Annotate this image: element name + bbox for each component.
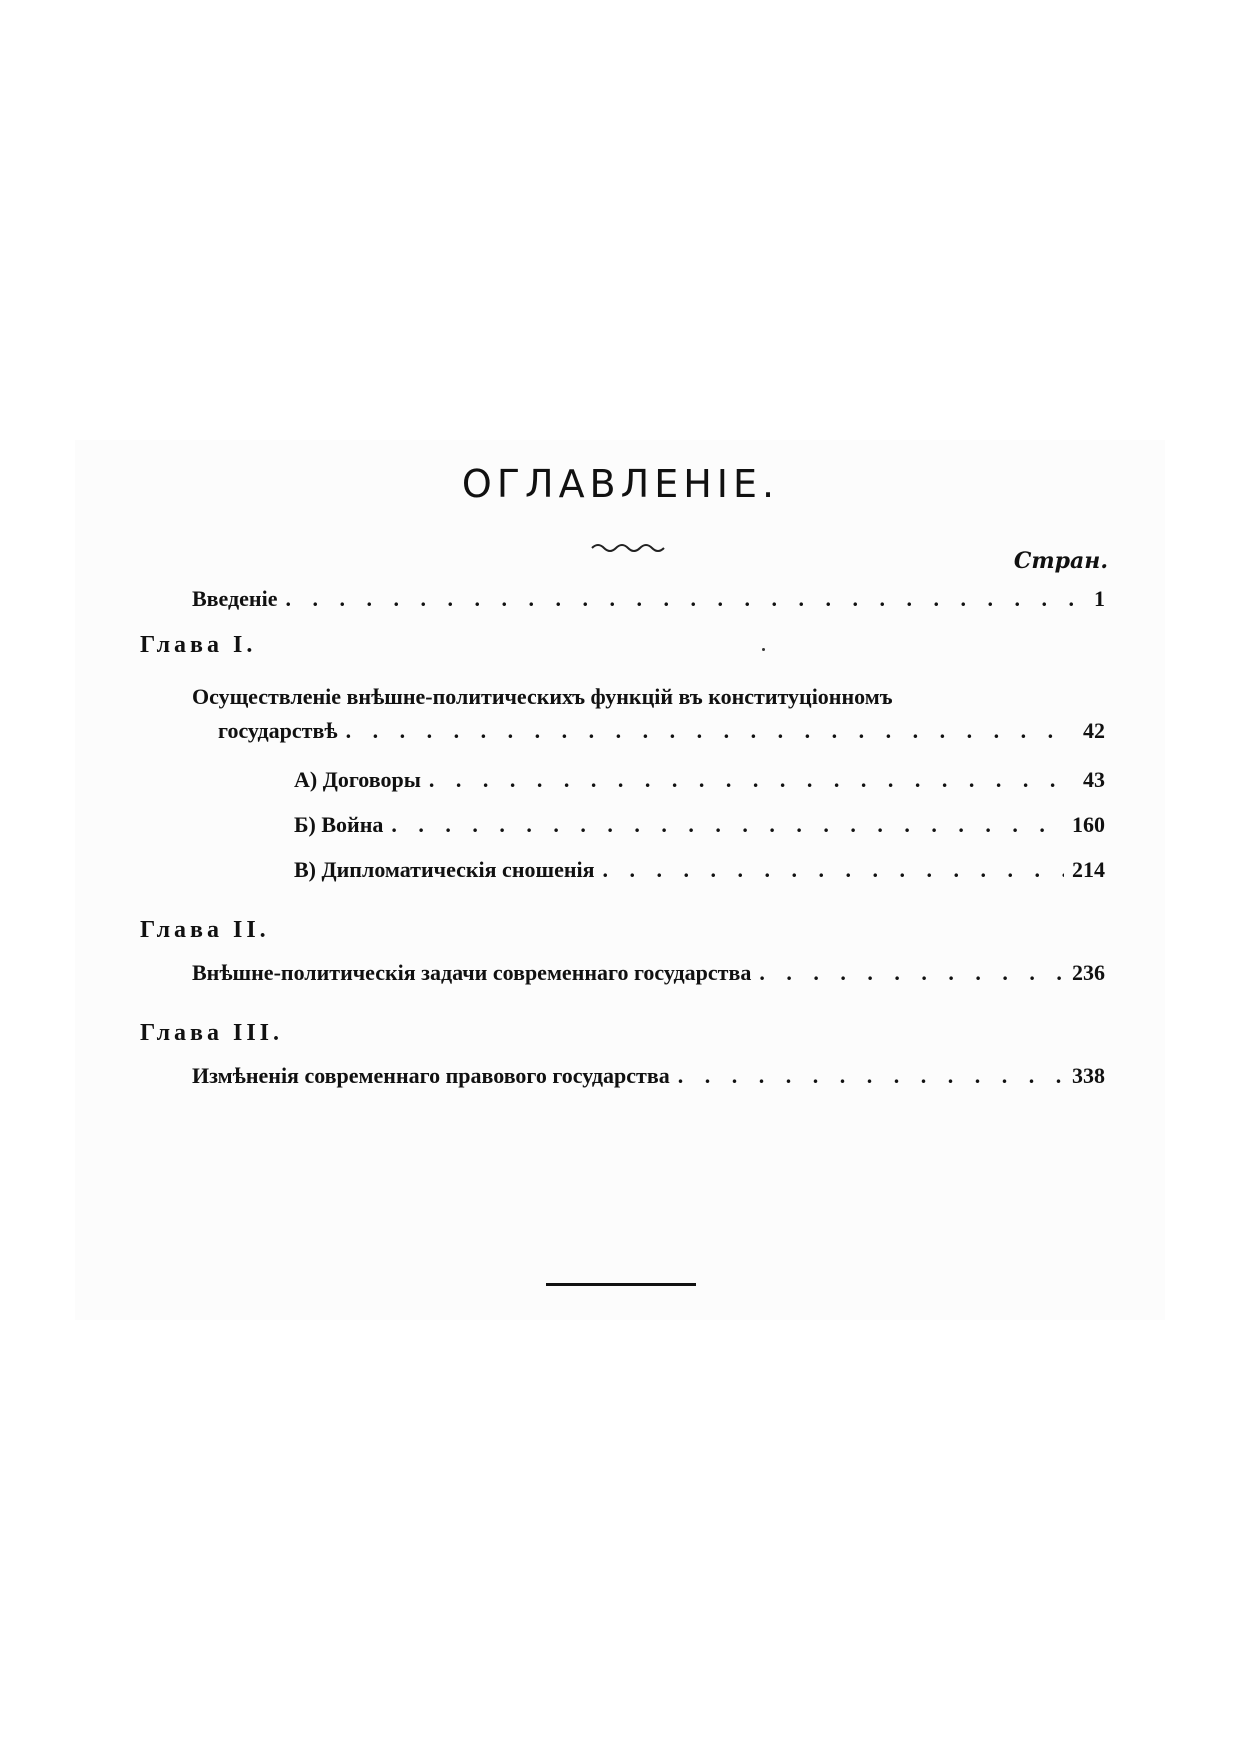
toc-entry-chapter3[interactable] bbox=[192, 1065, 1105, 1087]
page-title: ОГЛАВЛЕНIЕ. bbox=[461, 462, 780, 506]
toc-entry-page: 43 bbox=[1083, 767, 1105, 792]
end-rule bbox=[546, 1283, 696, 1286]
pages-column-header: Стран. bbox=[1013, 548, 1108, 574]
toc-entry-page: 214 bbox=[1072, 857, 1105, 882]
dot-leader bbox=[759, 962, 1064, 984]
toc-entry-page: 236 bbox=[1072, 960, 1105, 985]
chapter-heading-1: Глава I. bbox=[140, 632, 257, 658]
chapter-heading-3: Глава III. bbox=[140, 1020, 284, 1046]
dot-leader bbox=[429, 769, 1075, 791]
toc-entry-label: В) Дипломатическiя сношенiя bbox=[294, 857, 595, 882]
toc-entry-chapter1[interactable] bbox=[218, 720, 1105, 742]
toc-entry-label: Б) Война bbox=[294, 812, 384, 837]
toc-entry-label: Внѣшне-политическiя задачи современнаго государства bbox=[192, 960, 752, 985]
dot-leader bbox=[346, 720, 1075, 742]
toc-entry-page: 1 bbox=[1094, 586, 1105, 611]
toc-entry-sub-b[interactable] bbox=[294, 814, 1105, 836]
chapter-heading-2: Глава II. bbox=[140, 917, 270, 943]
toc-entry-label: А) Договоры bbox=[294, 767, 421, 792]
dot-leader bbox=[285, 588, 1086, 610]
dot-leader bbox=[603, 859, 1064, 881]
toc-entry-label: государствѣ bbox=[218, 718, 338, 743]
toc-entry-label: Введенiе bbox=[192, 586, 278, 611]
toc-entry-label: Измѣненiя современнаго правового государства bbox=[192, 1063, 670, 1088]
toc-entry-page: 42 bbox=[1083, 718, 1105, 743]
toc-entry-page: 160 bbox=[1072, 812, 1105, 837]
toc-entry-intro[interactable] bbox=[192, 588, 1105, 610]
toc-entry-page: 338 bbox=[1072, 1063, 1105, 1088]
dot-leader bbox=[391, 814, 1064, 836]
toc-entry-sub-c[interactable] bbox=[294, 859, 1105, 881]
dot-leader bbox=[678, 1065, 1064, 1087]
stray-dot bbox=[762, 648, 765, 651]
toc-entry-sub-a[interactable] bbox=[294, 769, 1105, 791]
wave-ornament bbox=[590, 540, 670, 554]
toc-entry-chapter2[interactable] bbox=[192, 962, 1105, 984]
toc-entry-label-line1: Осуществленiе внѣшне-политическихъ функцiй въ конституцiонномъ bbox=[192, 684, 893, 709]
